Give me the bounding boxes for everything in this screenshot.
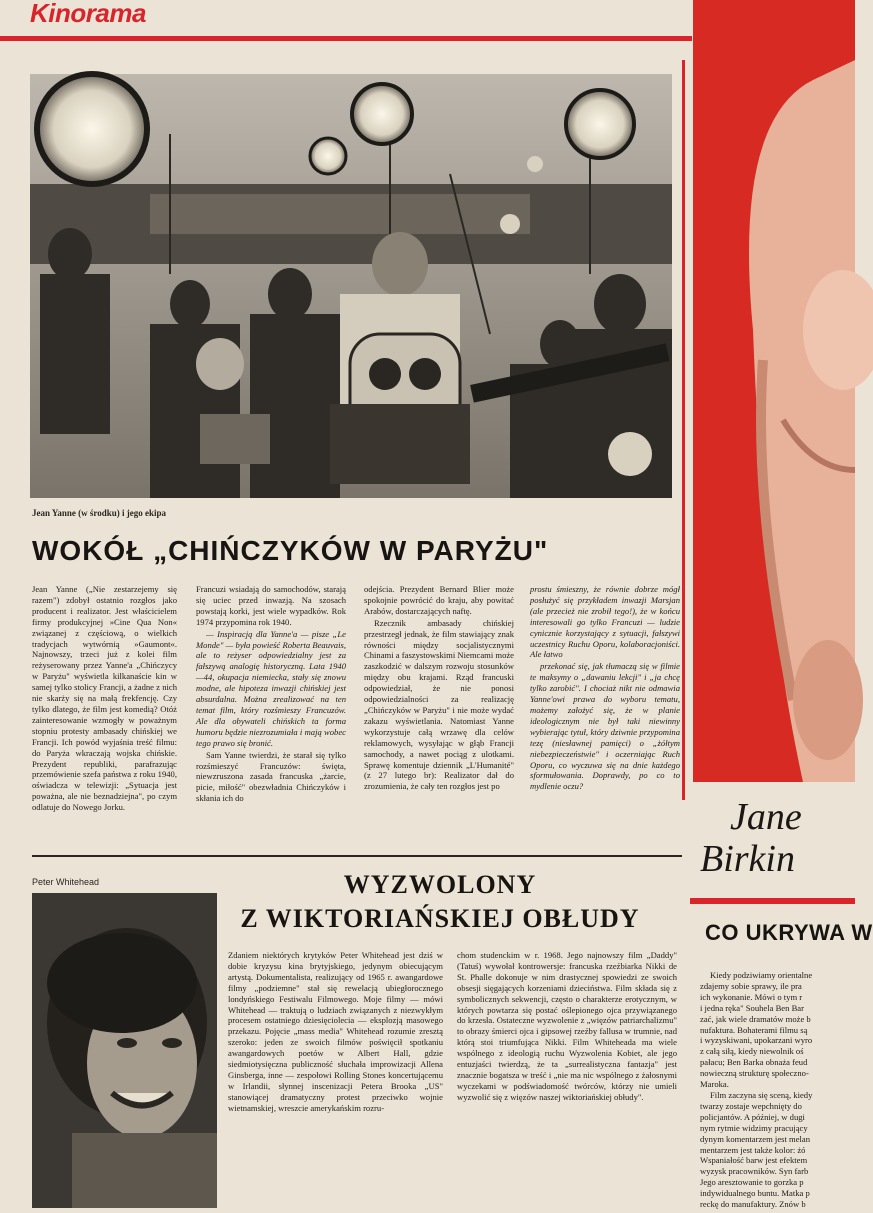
right-article-line: pałacu; Ben Barka obnaża feud <box>700 1057 808 1068</box>
article2-photo-label: Peter Whitehead <box>32 877 100 887</box>
article1-col4-p2: przekonać się, jak tłumaczą się w filmie te maksymy o „dawaniu lekcji" i „ja chcę tylko zarobić". I chociaż nikt nie odmawia Yanne'owi prawa do wyboru tematu, możemy założyć się, że w planie ideologicznym nie był taki niewinny wybierając tytuł, który dziwnie przypomina tezę (niesławnej pamięci) o „żółtym niebezpieczeństwie" i oczerniając Ruch Oporu, co wyczuwa się na dnie każdego sformułowania. Doprawdy, po co to mydlenie oczu? <box>530 661 680 792</box>
right-article-line: zać, jak wiele dramatów może b <box>700 1013 811 1024</box>
peter-whitehead-photo <box>32 893 217 1208</box>
article2-headline-line1: WYZWOLONY <box>343 870 537 899</box>
right-article-line: twarzy zostaje wepchnięty do <box>700 1100 802 1111</box>
article1-col4-p1: prostu śmieszny, że równie dobrze mógł posłużyć się przykładem inwazji Marsjan (ale przecież nie zrobił tego!), że w końcu interesowali go tylko Francuzi — ludzie cynicznie korzystający z sytuacji, fałszywi uczestnicy Ruchu Oporu, kolaboracjoniści. Ale łatwo <box>530 584 680 660</box>
article2-col1 <box>228 950 443 1115</box>
film-crew-photo-art <box>30 74 672 498</box>
right-article-line: Kiedy podziwiamy orientalne <box>710 970 813 980</box>
article1-col1-p1: Jean Yanne („Nie zestarzejemy się razem") zdobył ostatnio rozgłos jako producent i realizator. Jest właścicielem firmy produkcyjnej »Cine Qua Non« związanej z częściową, o wielkich tradycjach wytwórnią »Gaumont«. Najnowszy, trzeci już z kolei film reżyserowany przez Yanne'a „Chińczycy w Paryżu" wyświetla kilkanaście kin w samej tylko stolicy Francji, a żadne z nich nie skarży się na małą frekfencję. Czy tylko dlatego, że film jest komedią? Otóż zainteresowanie wzmogły w poważnym stopniu protesty ambasady chińskiej we Francji. Ich powód wyjaśnia treść filmu: do Paryża wkraczają wojska chińskie. Prezydent republiki, parafrazując przemówienie szefa państwa z roku 1940, oświadcza w telewizji: „Sytuacja jest poważna, ale nie beznadziejna", po czym odlatuje do Nowego Jorku. <box>32 584 177 813</box>
right-article-line: Film zaczyna się sceną, kiedy <box>710 1089 813 1100</box>
right-article-line: zdajemy sobie sprawy, ile pra <box>700 980 802 991</box>
article1-col4 <box>530 584 680 793</box>
article1-col1 <box>32 584 177 814</box>
jane-birkin-photo-art <box>693 0 855 782</box>
peter-whitehead-photo-art <box>32 893 217 1208</box>
section-divider <box>32 855 682 857</box>
right-article-line: nowieczną strukturę społeczno- <box>700 1068 809 1079</box>
right-red-rule <box>690 898 855 904</box>
jane-birkin-line2: Birkin <box>700 838 795 880</box>
article2-headline-line2: Z WIKTORIAŃSKIEJ OBŁUDY <box>240 904 640 933</box>
article1-headline: WOKÓŁ „CHIŃCZYKÓW W PARYŻU" <box>32 535 549 566</box>
masthead <box>0 0 692 40</box>
right-article-line: policjantów. A później, w dugi <box>700 1111 805 1122</box>
right-article-line: indywidualnego buntu. Matka p <box>700 1188 810 1199</box>
right-article-line: i wyzyskiwani, upokarzani wyro <box>700 1035 813 1046</box>
right-article-line: mentarzem jest także kolor: żó <box>700 1144 806 1155</box>
article1-col2-p1: Francuzi wsiadają do samochodów, starają się uciec przed inwazją. Na szosach powstają korki, jest wiele wypadków. Rok 1974 przypomina rok 1940. <box>196 584 346 627</box>
article2-col1-p1: Zdaniem niektórych krytyków Peter Whitehead jest dziś w dobie kryzysu kina brytyjskiego, jedynym obiecującym artystą. Dokumentalista, realizujący od 1965 r. awangardowe filmy „podziemne" stał się rewelacją ubiegłorocznego londyńskiego Festiwalu Filmowego. Moje filmy — mówi Whitehead — traktują o ludziach związanych z niezwykłym procesem ostatniego dziesięciolecia — eksplozją masowego przekazu. Pojęcie „mass media" Whitehead rozumie zresztą szeroko: jeden ze swoich filmów poświęcił spotkaniu awangardowych poetów w Albert Hall, gdzie siedmiotysięczna publiczność słuchała improwizacji Allena Ginsberga, inne — zespołowi Rolling Stones koncertującemu w Irlandii, słynnej inscenizacji Petera Brooka „US" stanowiącej dramatyczny protest przeciwko wojnie wietnamskiej, wreszcie amerykańskim rozru- <box>228 950 443 1113</box>
red-divider <box>682 60 685 800</box>
article1-col3 <box>364 584 514 793</box>
right-article-line: wyzysk pracowników. Syn farb <box>700 1166 809 1177</box>
masthead-rule <box>0 36 692 41</box>
article2-col2 <box>457 950 677 1104</box>
right-article-text <box>700 970 870 1210</box>
right-article-line: Jego aresztowanie to gorzka p <box>700 1177 804 1188</box>
right-article-line: ich wykonanie. Mówi o tym r <box>700 991 803 1002</box>
jane-birkin-line1: Jane <box>730 796 802 838</box>
right-article-line: nym rytmie widzimy pracujący <box>700 1122 808 1133</box>
article1-col2 <box>196 584 346 805</box>
article1-col3-p2: Rzecznik ambasady chińskiej przestrzegł jednak, że film stawiający znak równości między socjalistycznymi Chinami a faszystowskimi Niemcami może zaszkodzić w dalszym rozwoju stosunków między obu krajami. Rząd francuski odpowiedział, że nie ponosi odpowiedzialności za realizację „Chińczyków w Paryżu" i nie może wydać zakazu wyświetlania. Natomiast Yanne wykorzystuje całą wrzawę dla celów reklamowych, wysyłając w głąb Francji samochody, a nawet pociąg z ulotkami. Sprawę komentuje dziennik „L'Humanité" (z 27 lutego br): Realizator dał do zrozumienia, że cały ten rozgłos jest po <box>364 617 514 792</box>
article1-col2-p3: Sam Yanne twierdzi, że starał się tylko rozśmieszyć Francuzów: święta, niewzruszona zasada francuska „żarcie, picie, miłość" obezwładnia Chińczyków i skłania ich do <box>196 749 346 804</box>
right-article-line: z całą siłą, kiedy niewolnik oś <box>700 1046 804 1057</box>
right-article-line: nufaktura. Bohaterami filmu są <box>700 1024 808 1035</box>
article1-col3-p1: odejścia. Prezydent Bernard Blier może spokojnie powrócić do kraju, aby powitać Arabów, dostarczających naftę. <box>364 584 514 616</box>
right-article-headline: CO UKRYWA W <box>705 920 873 945</box>
masthead-title: Kinorama <box>30 0 146 28</box>
right-article-line: Maroka. <box>700 1079 729 1090</box>
film-crew-photo <box>30 74 672 498</box>
article2-headline <box>200 868 680 936</box>
photo-caption: Jean Yanne (w środku) i jego ekipa <box>32 508 167 518</box>
right-article-line: reckę do manufaktury. Znów b <box>700 1199 806 1210</box>
right-article-line: i jedna ręka" Souhela Ben Bar <box>700 1002 804 1013</box>
right-article-line: Wspaniałość barw jest efektem <box>700 1155 808 1166</box>
right-article-line: dynym komentarzem jest melan <box>700 1133 811 1144</box>
jane-birkin-title <box>700 796 855 880</box>
article2-col2-p1: chom studenckim w r. 1968. Jego najnowszy film „Daddy" (Tatuś) wywołał kontrowersje: francuska rzeźbiarka Nikki de St. Phalle dokonuje w nim drastycznej spowiedzi ze swoich obsesji sięgających korzeniami dzieciństwa. Film składa się z symbolicznych sekwencji, często o charakterze erotycznym, w których powtarza się postać oślepionego ojca przywiązanego do krzesła. Ostateczne wyzwolenie z „więzów patriarchalizmu" to obrazy śmierci ojca i gipsowej rzeźby fallusa w trumnie, nad którą stoi triumfująca Nikki. Film Whiteheada ma wiele wspólnego z ideologią ruchu Wyzwolenia Kobiet, ale jego entuzjaści twierdzą, że ta „surrealistyczna fantazja" jest znacznie bogatsza w treść i „nie ma nic wspólnego z żałosnymi wyczekami w podświadomość twórców, którzy nie umieli wyzwolić się z więzów naszej wiktoriańskiej obłudy". <box>457 950 677 1102</box>
jane-birkin-photo <box>693 0 855 782</box>
article1-col2-p2: — Inspiracją dla Yanne'a — pisze „Le Monde" — była powieść Roberta Beauvais, ale to reżyser odpowiedzialny jest za fałszywą analogię historyczną. Lata 1940—44, okupacja niemiecka, stały się znowu modne, ale hipoteza inwazji chińskiej jest absurdalna. Można zrealizować na ten temat film, który rozśmieszy Francuzów. Ale dla obywateli chińskich ta forma humoru będzie niezrozumiała i mają wobec tego prawo się bronić. <box>196 628 346 748</box>
